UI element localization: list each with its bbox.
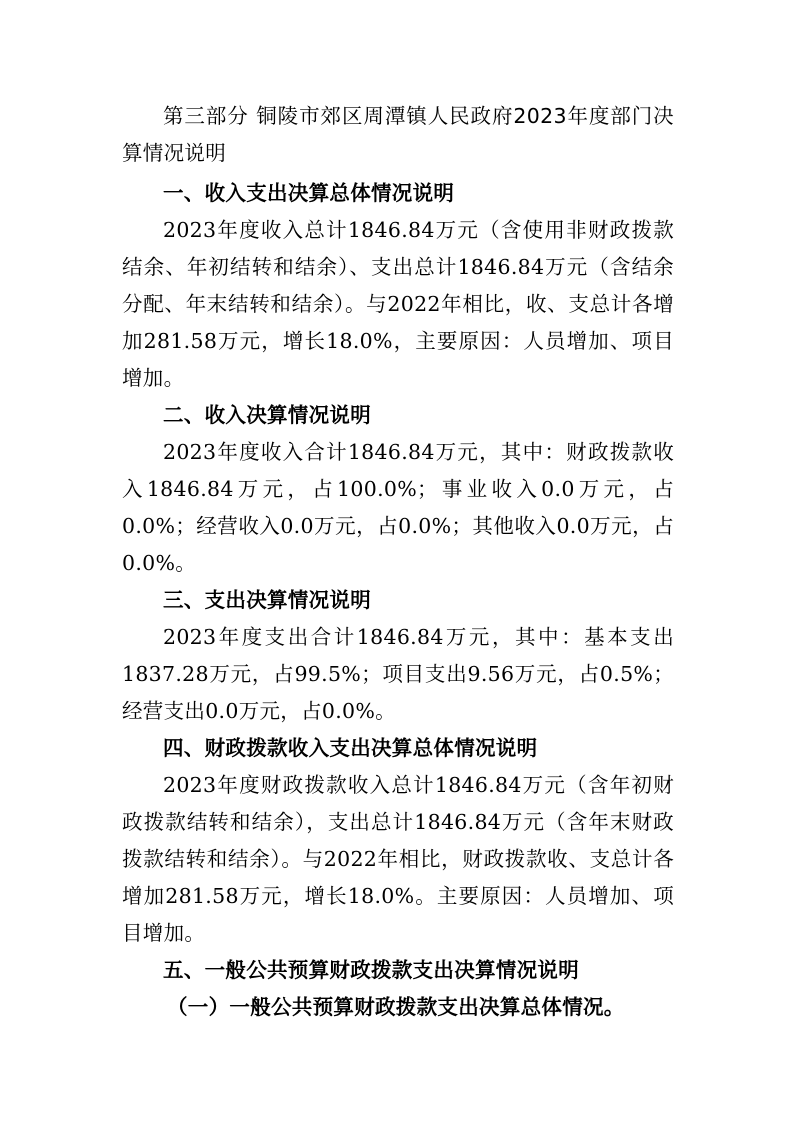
section-paragraph-1: 2023年度收入总计1846.84万元（含使用非财政拨款结余、年初结转和结余）、支出总计1846.84万元（含结余分配、年末结转和结余）。与2022年相比，收、支总计各增加281.58万元，增长18.0%，主要原因：人员增加、项目增加。 [122,218,674,390]
section-heading-4: 四、财政拨款收入支出决算总体情况说明 [163,736,538,760]
document-title: 第三部分 铜陵市郊区周潭镇人民政府2023年度部门决算情况说明 [122,104,674,165]
section-heading-2: 二、收入决算情况说明 [163,403,371,427]
section-paragraph-3: 2023年度支出合计1846.84万元，其中：基本支出1837.28万元，占99.5%；项目支出9.56万元，占0.5%；经营支出0.0万元，占0.0%。 [122,625,674,723]
document-body [122,98,674,1026]
section-paragraph-2: 2023年度收入合计1846.84万元，其中：财政拨款收入1846.84万元，占100.0%；事业收入0.0万元，占0.0%；经营收入0.0万元，占0.0%；其他收入0.0万元，占0.0%。 [122,440,674,575]
section-heading-1: 一、收入支出决算总体情况说明 [163,181,455,205]
section-heading-3: 三、支出决算情况说明 [163,588,371,612]
section-heading-5: 五、一般公共预算财政拨款支出决算情况说明 [163,958,579,982]
sub-heading-5-1: （一）一般公共预算财政拨款支出决算总体情况。 [167,995,625,1019]
section-paragraph-4: 2023年度财政拨款收入总计1846.84万元（含年初财政拨款结转和结余），支出总计1846.84万元（含年末财政拨款结转和结余）。与2022年相比，财政拨款收、支总计各增加281.58万元，增长18.0%。主要原因：人员增加、项目增加。 [122,773,674,945]
